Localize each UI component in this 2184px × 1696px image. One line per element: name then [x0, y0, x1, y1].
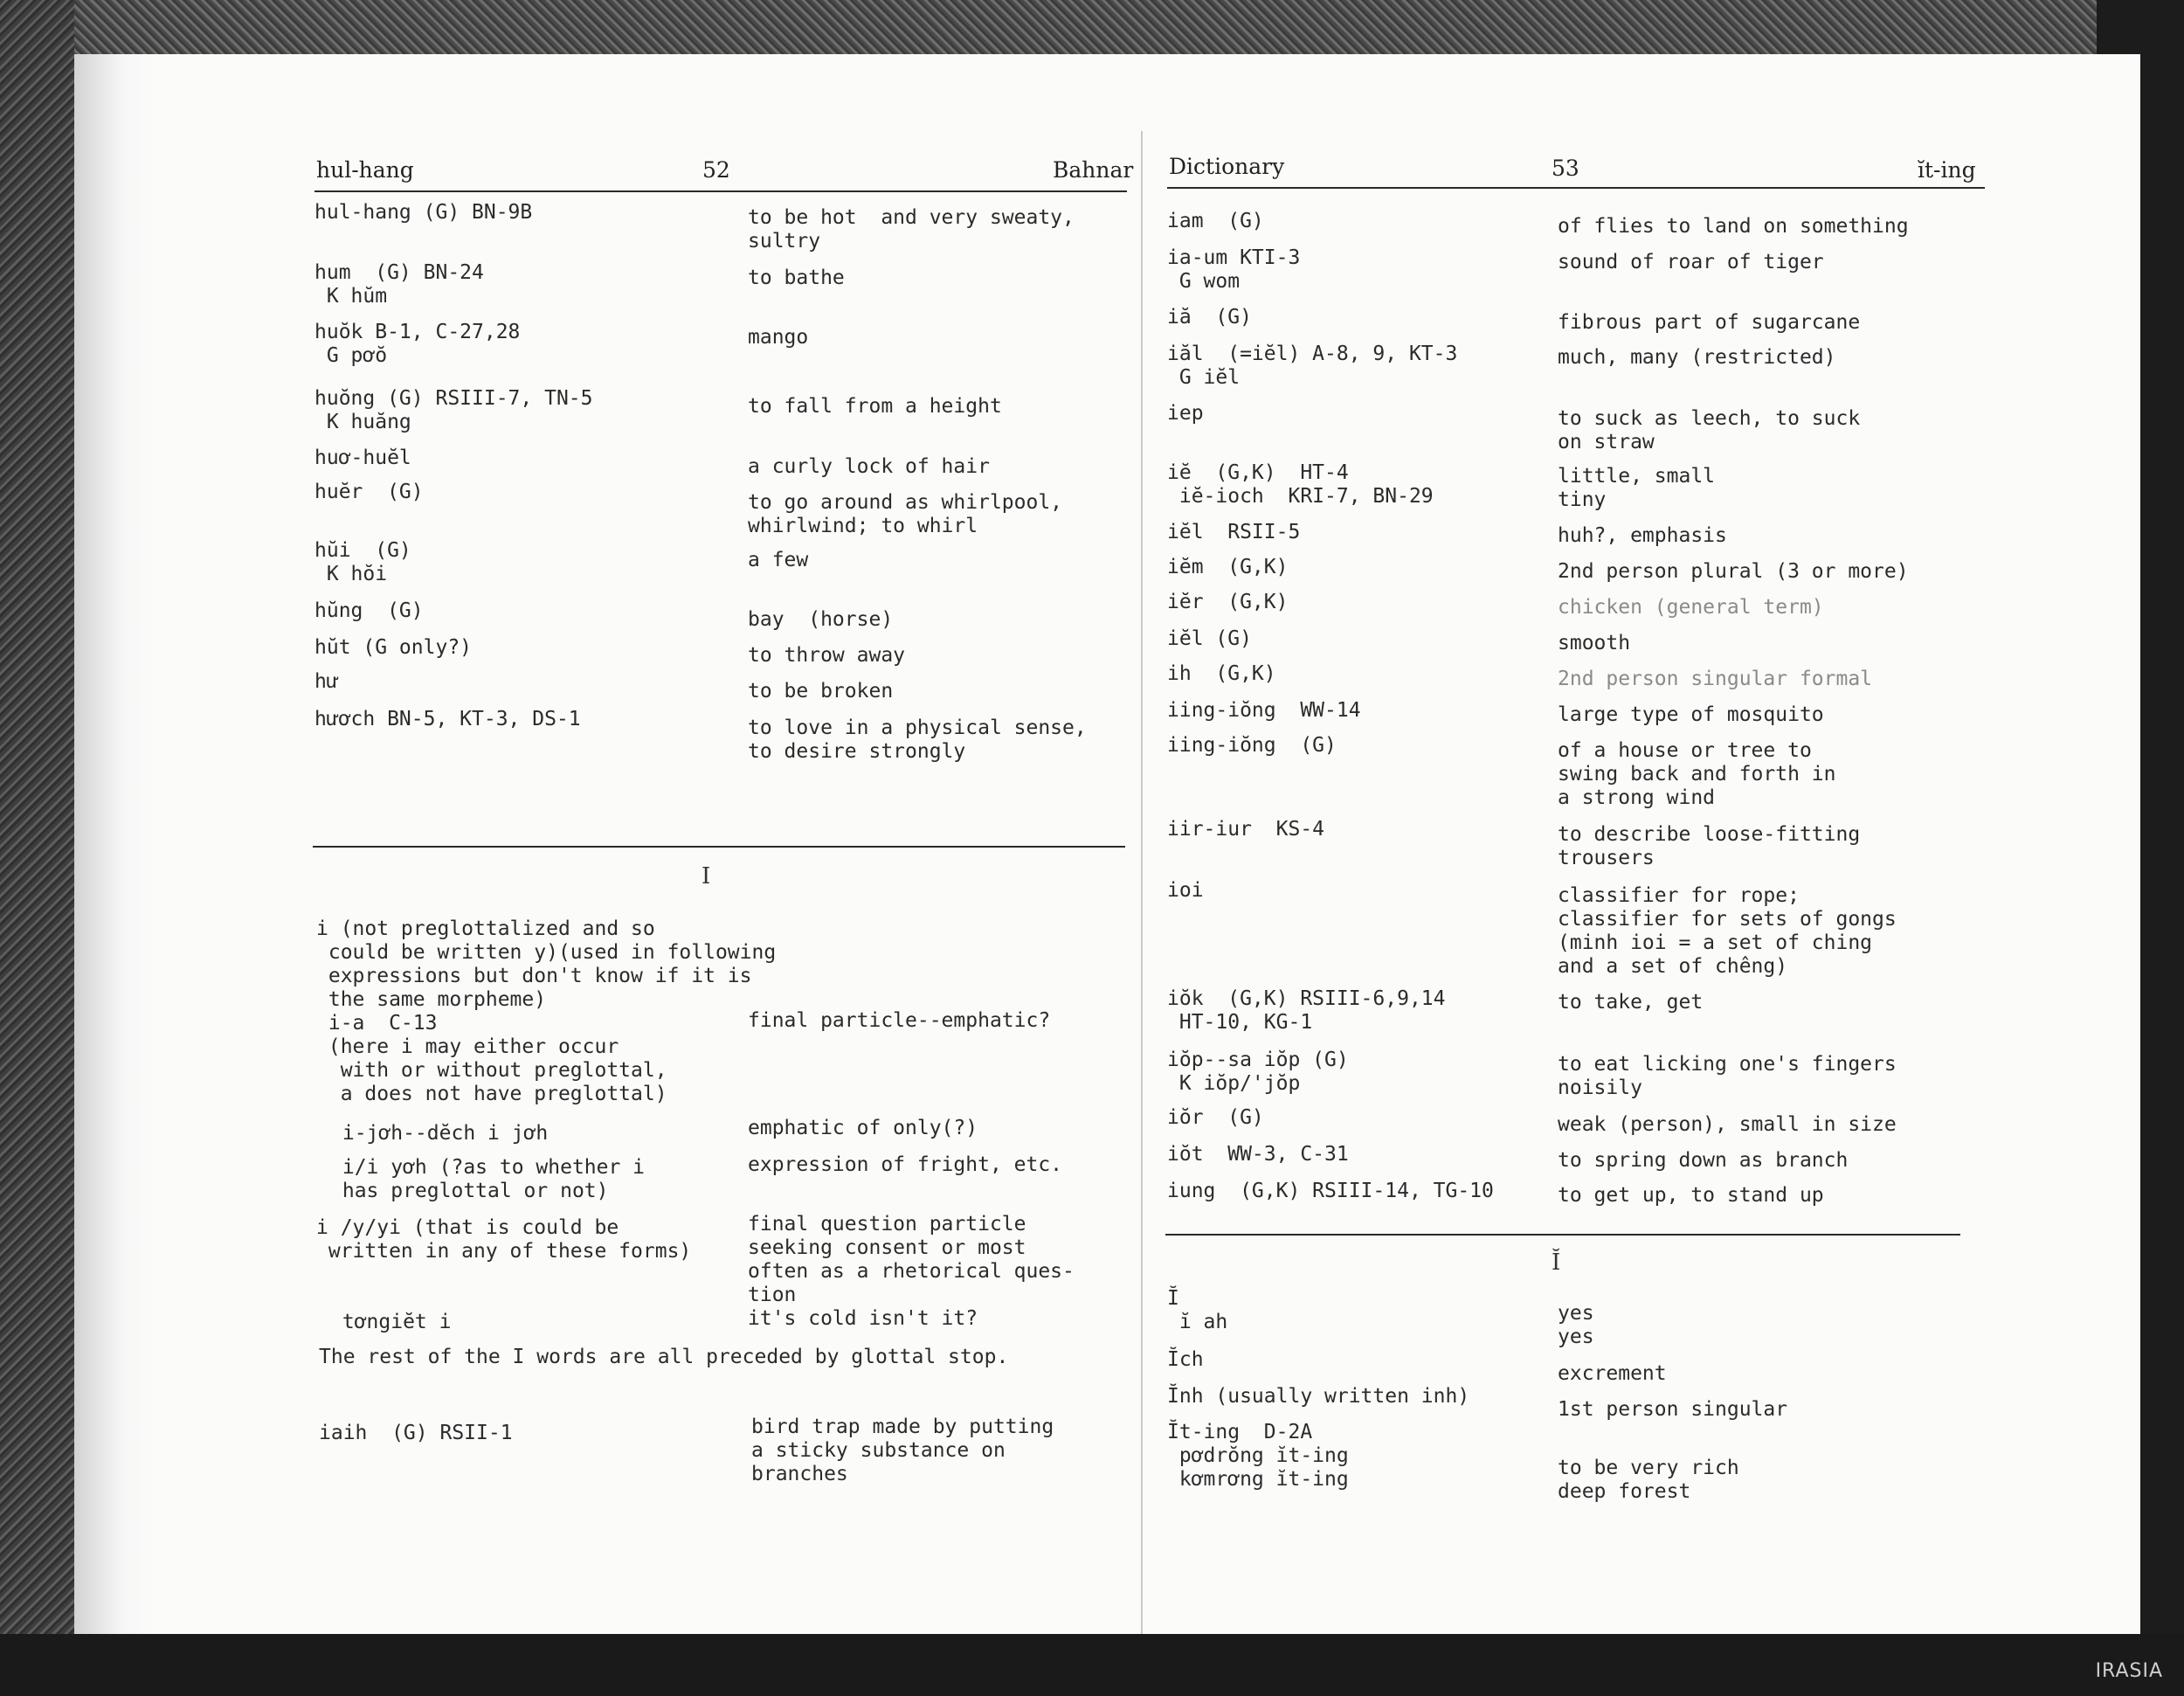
book-gutter	[1141, 131, 1143, 1634]
section-divider	[1165, 1234, 1960, 1236]
entry-headword: Ĭnh (usually written inh)	[1167, 1385, 1470, 1408]
entry-headword: hư	[314, 670, 339, 693]
entry-gloss: to get up, to stand up	[1558, 1184, 1824, 1207]
entry-headword: iĕl (G)	[1167, 627, 1252, 650]
section-divider	[313, 846, 1125, 848]
entry-gloss: chicken (general term)	[1558, 596, 1824, 619]
entry-headword: hươch BN-5, KT-3, DS-1	[314, 708, 581, 730]
entry-gloss: to eat licking one's fingers noisily	[1558, 1053, 1897, 1099]
section-letter-ibreve: Ĭ	[1552, 1250, 1561, 1276]
entry-headword: hul-hang (G) BN-9B	[314, 201, 533, 224]
entry-headword: iĕr (G,K)	[1167, 591, 1289, 613]
entry-gloss: final question particle seeking consent or most often as a rhetorical ques- tion	[748, 1213, 1075, 1306]
entry-headword: tơngiĕt i	[330, 1311, 452, 1333]
entry-headword: hŭi (G) K hŏi	[314, 539, 411, 585]
entry-gloss: to be very rich deep forest	[1558, 1457, 1739, 1503]
entry-headword: i/i yơh (?as to whether i has preglottal or not)	[342, 1156, 646, 1202]
entry-gloss: fibrous part of sugarcane	[1558, 311, 1861, 334]
entry-gloss: sound of roar of tiger	[1558, 251, 1824, 273]
entry-gloss: emphatic of only(?)	[748, 1117, 978, 1139]
entry-headword: huŏk B-1, C-27,28 G pơŏ	[314, 321, 521, 367]
entry-gloss: to bathe	[748, 267, 845, 289]
entry-gloss: 2nd person plural (3 or more)	[1558, 560, 1909, 583]
entry-headword: iam (G)	[1167, 210, 1264, 232]
entry-gloss: huh?, emphasis	[1558, 524, 1727, 547]
entry-gloss: to take, get	[1558, 991, 1704, 1014]
entry-headword: hum (G) BN-24 K hŭm	[314, 261, 484, 308]
entry-gloss: 2nd person singular formal	[1558, 668, 1873, 690]
entry-gloss: a curly lock of hair	[748, 455, 990, 478]
entry-gloss: to go around as whirlpool, whirlwind; to whirl	[748, 491, 1063, 537]
entry-gloss: of flies to land on something	[1558, 215, 1909, 238]
entry-gloss: bird trap made by putting a sticky substance on branches	[751, 1416, 1054, 1485]
right-running-head: ĭt-ing	[1918, 157, 1976, 183]
right-page-title: Dictionary	[1169, 154, 1285, 179]
entry-gloss: it's cold isn't it?	[748, 1307, 978, 1330]
entry-headword: i /y/yi (that is could be written in any of these forms)	[316, 1216, 692, 1263]
irasia-logo: IRASIA	[2095, 1660, 2163, 1682]
entry-gloss: excrement	[1558, 1362, 1667, 1385]
entry-headword: ioi	[1167, 879, 1204, 902]
entry-gloss: to love in a physical sense, to desire strongly	[748, 716, 1087, 763]
entry-gloss: to suck as leech, to suck on straw	[1558, 407, 1861, 453]
entry-gloss: to spring down as branch	[1558, 1149, 1849, 1172]
entry-headword: iăl (=iĕl) A-8, 9, KT-3 G iĕl	[1167, 343, 1458, 389]
entry-headword: iĕl RSII-5	[1167, 521, 1301, 543]
entry-headword: iing-iŏng WW-14	[1167, 699, 1361, 722]
entry-gloss: to describe loose-fitting trousers	[1558, 823, 1861, 869]
entry-gloss: much, many (restricted)	[1558, 346, 1836, 369]
right-page-number: 53	[1552, 156, 1579, 181]
entry-headword: Ĭch	[1167, 1348, 1204, 1371]
left-page-number: 52	[702, 157, 730, 183]
entry-gloss: to be hot and very sweaty, sultry	[748, 206, 1075, 253]
entry-headword: iung (G,K) RSIII-14, TG-10	[1167, 1180, 1494, 1202]
entry-headword: ih (G,K)	[1167, 662, 1276, 685]
entry-gloss: little, small tiny	[1558, 465, 1716, 511]
entry-headword: iĕm (G,K)	[1167, 556, 1289, 578]
entry-headword: Ĭ ĭ ah	[1167, 1287, 1228, 1333]
entry-gloss: bay (horse)	[748, 608, 894, 631]
entry-gloss: large type of mosquito	[1558, 703, 1824, 726]
entry-gloss: weak (person), small in size	[1558, 1113, 1897, 1136]
entry-headword: iŏt WW-3, C-31	[1167, 1143, 1349, 1166]
page-edge-shadow	[74, 54, 153, 1634]
entry-gloss: of a house or tree to swing back and forth in a strong wind	[1558, 739, 1836, 809]
entry-headword: hŭng (G)	[314, 599, 424, 622]
entry-headword: huĕr (G)	[314, 481, 424, 503]
entry-headword: i-jơh--dĕch i jơh	[330, 1122, 549, 1145]
entry-headword: ia-um KTI-3 G wom	[1167, 246, 1301, 293]
entry-headword: Ĭt-ing D-2A pơdrŏng ĭt-ing kơmrơng ĭt-ing	[1167, 1421, 1349, 1491]
i-intro-text: i (not preglottalized and so could be written y)(used in following expressions but don't know if it is the same morpheme)	[316, 917, 777, 1011]
entry-gloss: yes yes	[1558, 1302, 1594, 1348]
entry-headword: iŏp--sa iŏp (G) K iŏp/'jŏp	[1167, 1049, 1349, 1095]
entry-headword: iir-iur KS-4	[1167, 818, 1325, 841]
right-header-rule	[1167, 187, 1985, 189]
entry-gloss: a few	[748, 549, 809, 571]
entry-headword: iă (G)	[1167, 306, 1252, 329]
entry-gloss: to be broken	[748, 680, 894, 703]
entry-gloss: to fall from a height	[748, 395, 1002, 418]
entry-headword: hŭt (G only?)	[314, 636, 473, 659]
entry-gloss: expression of fright, etc.	[748, 1153, 1063, 1176]
entry-gloss: mango	[748, 326, 809, 349]
entry-headword: iep	[1167, 402, 1204, 425]
entry-headword: iĕ (G,K) HT-4 iĕ-ioch KRI-7, BN-29	[1167, 461, 1434, 508]
scanner-background-left	[0, 0, 74, 1696]
entry-headword: iŏr (G)	[1167, 1106, 1264, 1129]
left-running-head: hul-hang	[316, 157, 414, 183]
entry-headword: iing-iŏng (G)	[1167, 734, 1337, 757]
section-letter-i: I	[702, 863, 711, 890]
entry-headword: iŏk (G,K) RSIII-6,9,14 HT-10, KG-1	[1167, 987, 1446, 1034]
entry-headword: iaih (G) RSII-1	[319, 1422, 513, 1444]
entry-gloss: classifier for rope; classifier for sets of gongs (minh ioi = a set of ching and a set of chêng)	[1558, 884, 1897, 978]
left-page-title: Bahnar	[1053, 157, 1134, 183]
entry-gloss: 1st person singular	[1558, 1398, 1788, 1421]
glottal-stop-note: The rest of the I words are all preceded by glottal stop.	[319, 1346, 1009, 1368]
entry-gloss: to throw away	[748, 644, 906, 667]
left-header-rule	[314, 190, 1127, 192]
entry-gloss: smooth	[1558, 632, 1631, 654]
entry-headword: huŏng (G) RSIII-7, TN-5 K huăng	[314, 387, 593, 433]
entry-headword: huơ-huĕl	[314, 446, 411, 469]
scan-bottom-bar	[0, 1634, 2184, 1696]
entry-gloss: final particle--emphatic?	[748, 1009, 1051, 1032]
entry-headword: i-a C-13 (here i may either occur with or without preglottal, a does not have preglottal)	[328, 1012, 667, 1105]
